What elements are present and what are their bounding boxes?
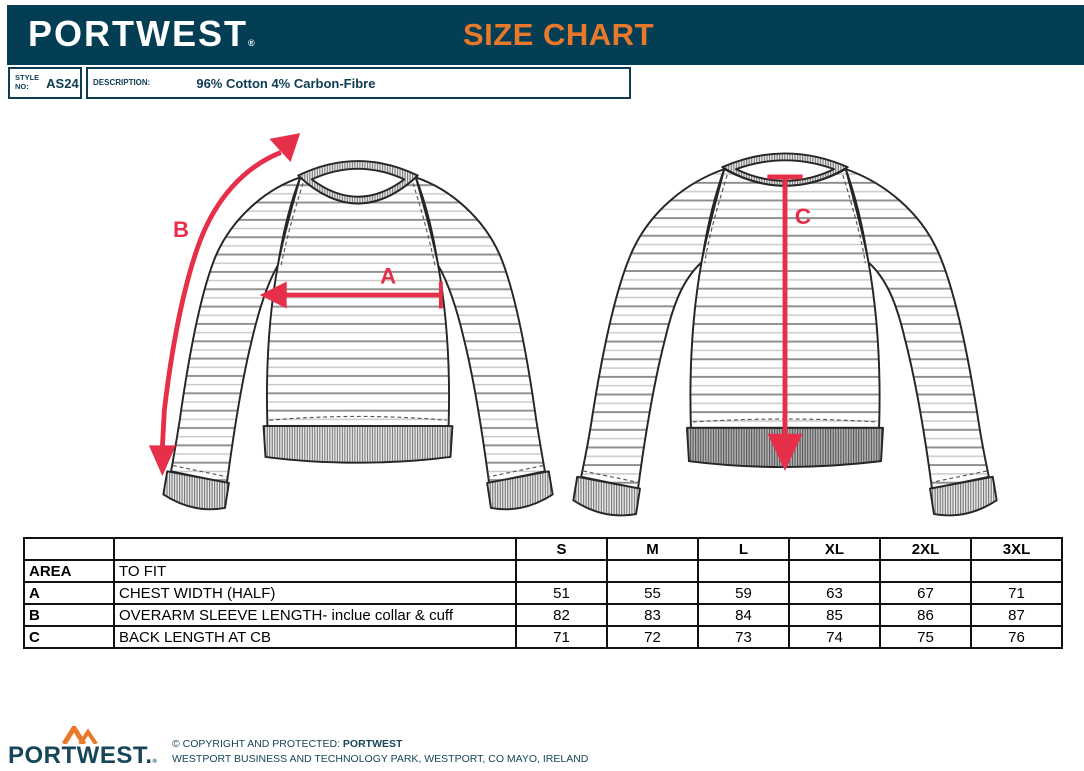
description-label: DESCRIPTION: — [93, 78, 151, 88]
table-row-a: A CHEST WIDTH (HALF) 51 55 59 63 67 71 — [24, 582, 1062, 604]
measure-label-b: B — [172, 217, 189, 243]
size-col-l: L — [698, 538, 789, 560]
copyright-brand: PORTWEST — [342, 738, 403, 750]
front-body — [267, 177, 449, 426]
table-row-c: C BACK LENGTH AT CB 71 72 73 74 75 76 — [24, 626, 1062, 648]
address-line: WESTPORT BUSINESS AND TECHNOLOGY PARK, WESTPORT, CO MAYO, IRELAND — [172, 753, 589, 765]
header-logo-text: PORTWEST — [28, 13, 248, 54]
measure-label-a: A — [380, 263, 397, 289]
sweater-back-drawing — [552, 126, 1018, 518]
front-hem-band — [264, 426, 453, 463]
tofit-row — [24, 560, 1062, 582]
area-header: AREA — [24, 560, 114, 582]
footer — [0, 722, 1084, 771]
size-col-s: S — [516, 538, 607, 560]
copyright-line: © COPYRIGHT AND PROTECTED: PORTWEST — [172, 738, 403, 750]
size-col-2xl: 2XL — [880, 538, 971, 560]
size-col-3xl: 3XL — [971, 538, 1062, 560]
size-col-m: M — [607, 538, 698, 560]
tofit-label: TO FIT — [114, 560, 516, 582]
style-number-value: AS24 — [46, 75, 79, 91]
table-row-b: B OVERARM SLEEVE LENGTH- inclue collar & cuff 82 83 84 85 86 87 — [24, 604, 1062, 626]
size-table — [23, 537, 1062, 649]
description-value: 96% Cotton 4% Carbon-Fibre — [196, 75, 376, 91]
header-band — [7, 5, 1084, 65]
page-title: SIZE CHART — [463, 17, 654, 52]
size-col-xl: XL — [789, 538, 880, 560]
sweater-front-drawing — [146, 126, 570, 518]
registered-mark: ® — [248, 38, 255, 48]
measure-label-c: C — [794, 204, 812, 229]
footer-text — [172, 738, 588, 765]
footer-logo — [8, 726, 168, 770]
style-number-box — [8, 67, 82, 99]
header-logo — [28, 13, 255, 55]
description-box — [86, 67, 631, 99]
style-number-label: STYLE NO: — [15, 73, 40, 91]
footer-registered-mark: ® — [152, 759, 158, 765]
footer-logo-text: PORTWEST.® — [8, 742, 158, 769]
size-header-row — [24, 538, 1062, 560]
